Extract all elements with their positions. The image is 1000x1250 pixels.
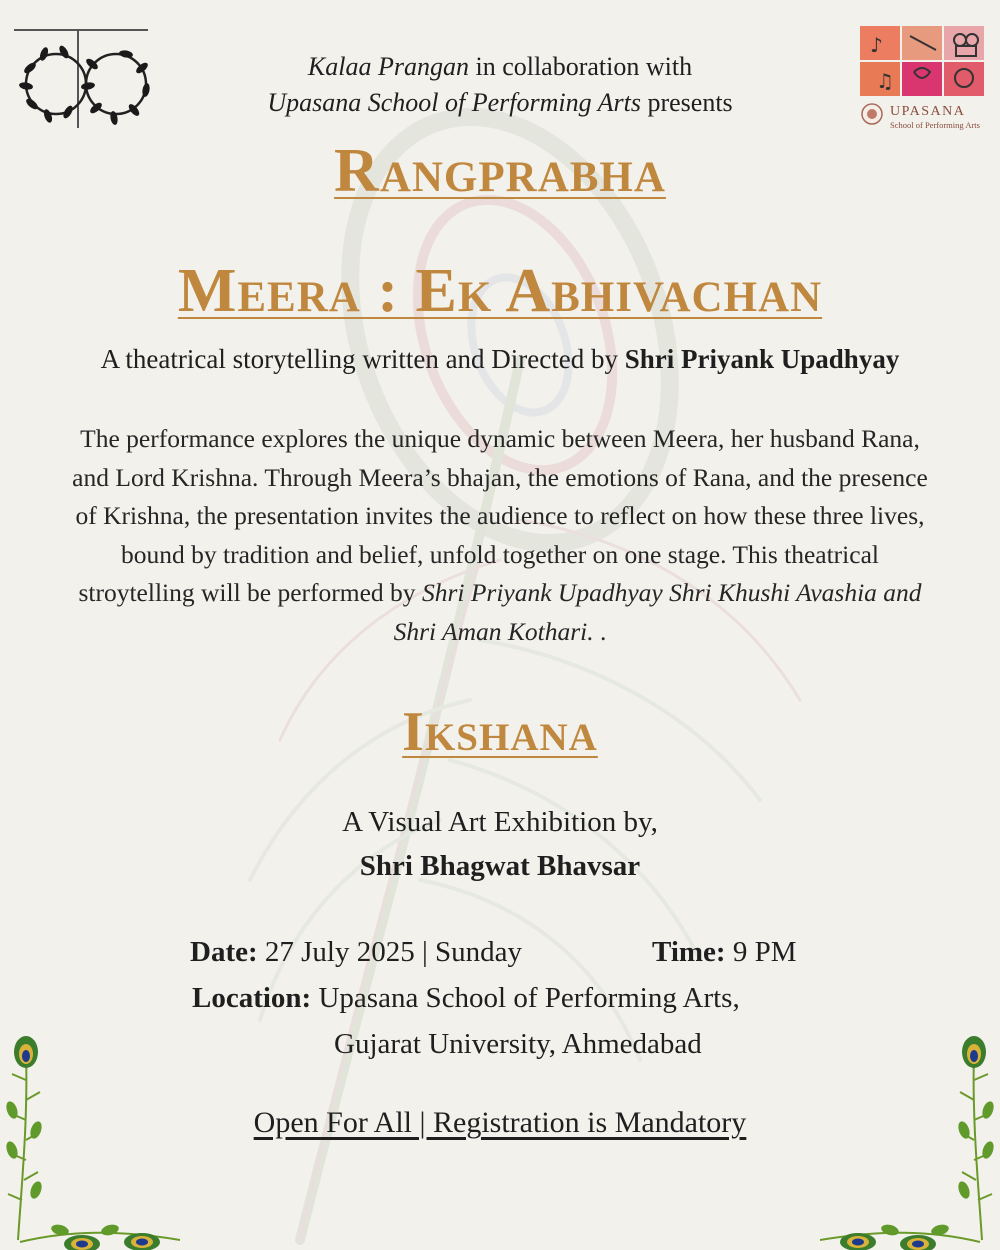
event1-description — [60, 420, 940, 651]
upasana-logo-subtitle: School of Performing Arts — [890, 120, 980, 130]
time-value: 9 PM — [725, 936, 797, 968]
event2-title: Ikshana — [402, 701, 598, 763]
event1-subtitle: Meera : Ek Abhivachan — [177, 257, 823, 325]
svg-text:♫: ♫ — [876, 69, 894, 93]
exhibition-artist: Shri Bhagwat Bhavsar — [359, 850, 641, 882]
time-row — [652, 936, 796, 969]
description-end: . — [600, 616, 607, 646]
date-row — [190, 936, 522, 969]
registration-note: Open For All | Registration is Mandatory — [253, 1106, 747, 1139]
exhibition-line: A Visual Art Exhibition by, — [342, 806, 658, 838]
event1-title: Rangprabha — [334, 137, 666, 205]
location-row — [192, 982, 740, 1015]
peacock-feather-bottom-left-icon — [0, 1030, 190, 1250]
location-label: Location: — [192, 982, 312, 1014]
intro-mid: in collaboration with — [468, 52, 693, 81]
byline-director: Shri Priyank Upadhyay — [624, 344, 900, 374]
byline-text: A theatrical storytelling written and Directed by — [100, 344, 625, 374]
performers: Shri Priyank Upadhyay Shri Khushi Avashia and Shri Aman Kothari. — [393, 578, 922, 646]
date-value: 27 July 2025 | Sunday — [257, 936, 523, 968]
intro-school: Upasana School of Performing Arts — [267, 88, 641, 117]
upasana-logo-name: UPASANA — [890, 104, 966, 119]
peacock-feather-bottom-right-icon — [812, 1030, 1000, 1250]
intro-line-1 — [0, 52, 1000, 82]
location-line-2: Gujarat University, Ahmedabad — [334, 1028, 702, 1060]
event1-byline — [0, 344, 1000, 375]
intro-end: presents — [640, 88, 733, 117]
intro-org: Kalaa Prangan — [307, 52, 469, 81]
time-label: Time: — [652, 936, 726, 968]
description-text: The performance explores the unique dynamic between Meera, her husband Rana, and Lord Krishna. Through Meera’s bhajan, the emotions of Rana, and the presence of Krishna, the presentation invites the audience to reflect on how these three lives, bound by tradition and belief, unfold together on one stage. This theatrical stroytelling will be performed by — [72, 424, 928, 607]
location-line-1: Upasana School of Performing Arts, — [311, 982, 740, 1014]
date-label: Date: — [190, 936, 258, 968]
svg-text:♪: ♪ — [870, 33, 883, 57]
intro-line-2 — [0, 88, 1000, 118]
